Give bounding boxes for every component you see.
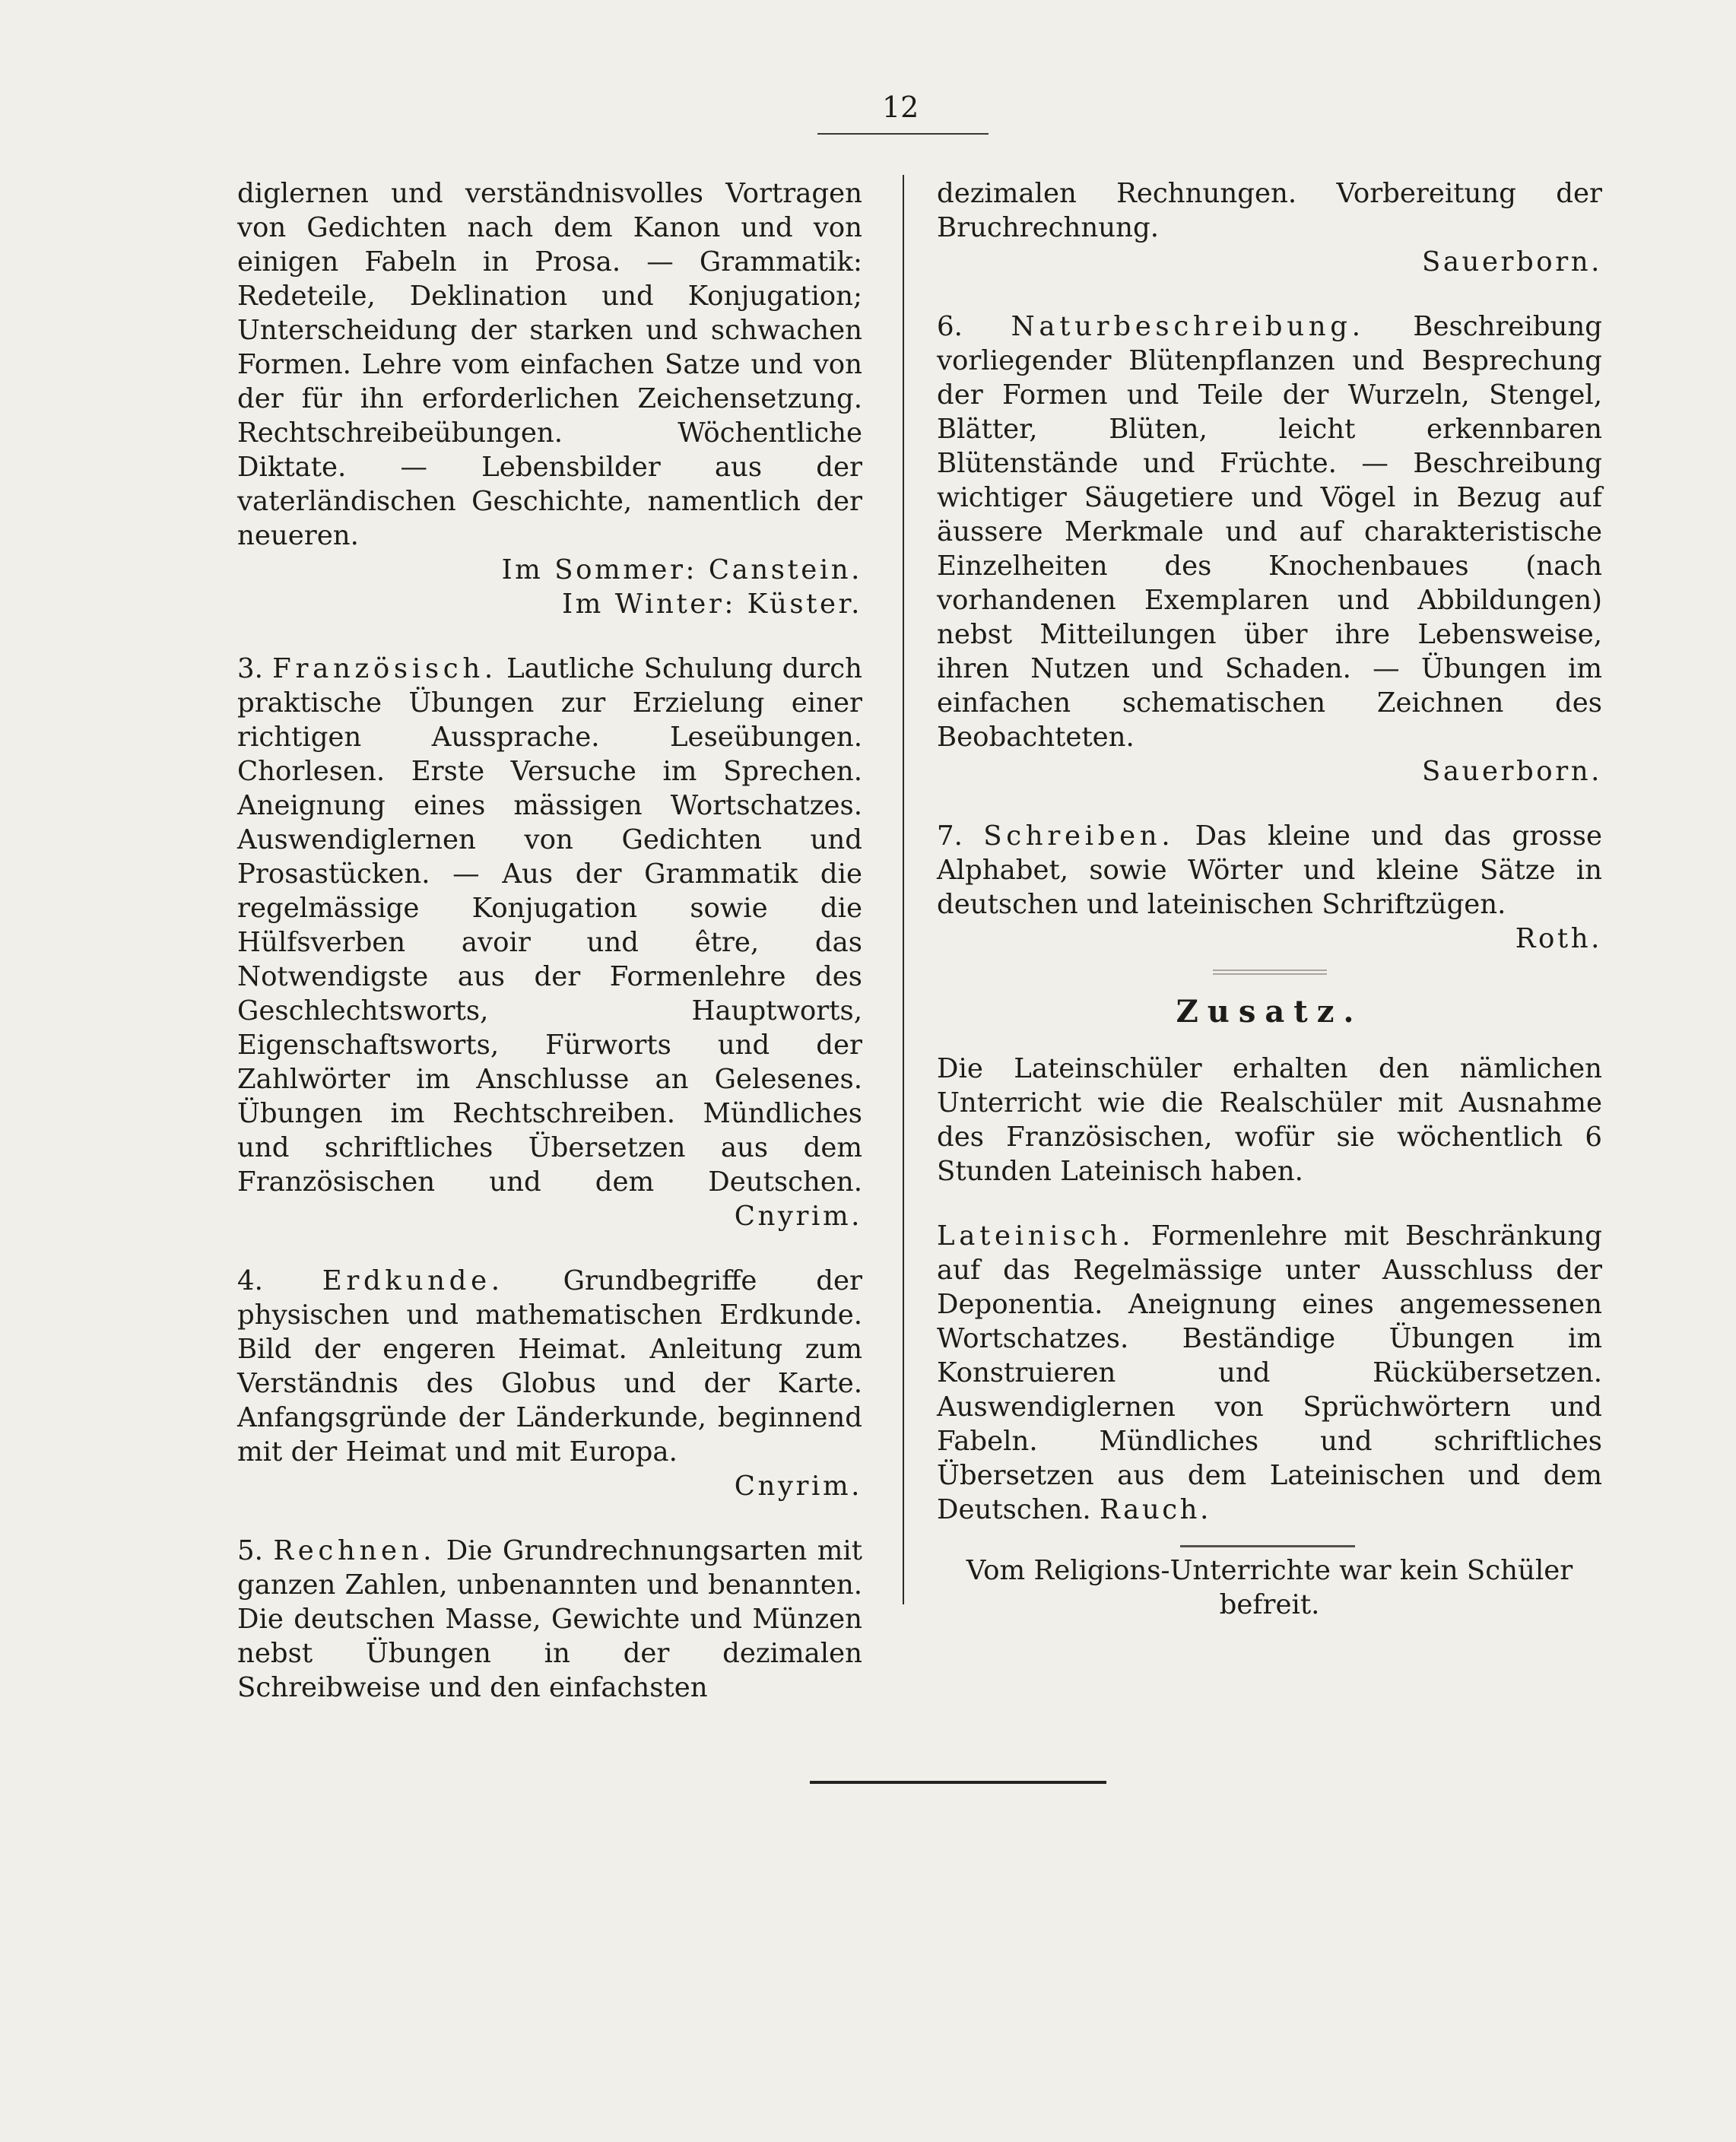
zusatz-heading: Zusatz. — [1176, 994, 1363, 1030]
left-column — [237, 176, 862, 1705]
zusatz-intro: Die Lateinschüler erhalten den nämlichen Unterricht wie die Realschüler mit Ausnahme des Französischen, wofür sie wöchentlich 6 Stunden Lateinisch haben. — [937, 1053, 1602, 1187]
section-title: Erdkunde. — [322, 1265, 504, 1296]
section-natural-history — [937, 309, 1602, 789]
final-note: Vom Religions-Unterrichte war kein Schüler befreit. — [966, 1555, 1573, 1620]
section-title: Rechnen. — [273, 1535, 436, 1566]
section-text: Beschreibung vorliegender Blütenpflanzen und Besprechung der Formen und Teile der Wurzeln, Stengel, Blätter, Blüten, leicht erkennbaren Blütenstände und Früchte. — Beschreibung wichtiger Säugetiere und Vögel in Bezug auf äussere Merkmale und auf charakteristische Einzelheiten des Knochenbaues (nach vorhandenen Exemplaren und Abbildungen) nebst Mitteilungen über ihre Lebensweise, ihren Nutzen und Schaden. — Übungen im einfachen schematischen Zeichnen des Beobachteten. — [937, 311, 1602, 753]
section-arithmetic-body — [237, 1534, 862, 1705]
right-column — [937, 176, 1602, 1622]
section-writing-body — [937, 819, 1602, 922]
faint-divider — [1213, 969, 1327, 975]
section-teacher: Sauerborn. — [1421, 756, 1602, 787]
teacher-winter: Im Winter: Küster. — [562, 589, 862, 620]
continuation-text: dezimalen Rechnungen. Vorbereitung der Bruchrechnung. — [937, 178, 1602, 243]
top-rule — [817, 133, 989, 135]
section-natural-history-body — [937, 309, 1602, 754]
arithmetic-continuation — [937, 176, 1602, 279]
section-writing — [937, 819, 1602, 956]
section-title: Lateinisch. — [937, 1220, 1135, 1252]
teacher-summer: Im Sommer: Canstein. — [501, 554, 862, 585]
section-number: 7. — [937, 820, 963, 852]
section-number: 6. — [937, 311, 963, 342]
section-geography-body — [237, 1264, 862, 1469]
continuation-teacher: Sauerborn. — [1421, 246, 1602, 278]
section-teacher: Cnyrim. — [734, 1471, 862, 1502]
section-text: Grundbegriffe der physischen und mathematischen Erdkunde. Bild der engeren Heimat. Anleitung zum Verständnis des Globus und der Karte. Anfangsgründe der Länderkunde, beginnend mit der Heimat und mit Europa. — [237, 1265, 862, 1468]
section-title: Schreiben. — [983, 820, 1175, 852]
section-latin-body — [937, 1219, 1602, 1527]
section-number: 4. — [237, 1265, 263, 1296]
section-title: Französisch. — [272, 653, 497, 684]
section-text: Lautliche Schulung durch praktische Übungen zur Erzielung einer richtigen Aussprache. Leseübungen. Chorlesen. Erste Versuche im Sprechen. Aneignung eines mässigen Wortschatzes. Auswendiglernen von Gedichten und Prosastücken. — Aus der Grammatik die regelmässige Konjugation sowie die Hülfsverben avoir und être, das Notwendigste aus der Formenlehre des Geschlechtsworts, Hauptworts, Eigenschaftsworts, Fürworts und der Zahlwörter im Anschlusse an Gelesenes. Übungen im Rechtschreiben. Mündliches und schriftliches Übersetzen aus dem Französischen und dem Deutschen. — [237, 653, 862, 1198]
german-continuation-text: diglernen und verständnisvolles Vortragen von Gedichten nach dem Kanon und von einigen Fabeln in Prosa. — Grammatik: Redeteile, Deklination und Konjugation; Unterscheidung der starken und schwachen Formen. Lehre vom einfachen Satze und von der für ihn erforderlichen Zeichensetzung. Rechtschreibeübungen. Wöchentliche Diktate. — Lebensbilder aus der vaterländischen Geschichte, namentlich der neueren. — [237, 178, 862, 551]
section-french — [237, 652, 862, 1233]
short-divider — [1180, 1545, 1355, 1547]
page-number: 12 — [882, 90, 919, 124]
section-number: 3. — [237, 653, 263, 684]
section-teacher: Rauch. — [1100, 1494, 1211, 1525]
section-text: Formenlehre mit Beschränkung auf das Regelmässige unter Ausschluss der Deponentia. Aneignung eines angemessenen Wortschatzes. Beständige Übungen im Konstruieren und Rückübersetzen. Auswendiglernen von Sprüchwörtern und Fabeln. Mündliches und schriftliches Übersetzen aus dem Lateinischen und dem Deutschen. — [937, 1220, 1602, 1525]
section-number: 5. — [237, 1535, 263, 1566]
column-divider — [903, 175, 904, 1604]
section-latin — [937, 1219, 1602, 1527]
section-text: Die Grundrechnungsarten mit ganzen Zahlen, unbenannten und benannten. Die deutschen Masse, Gewichte und Münzen nebst Übungen in der dezimalen Schreibweise und den einfachsten — [237, 1535, 862, 1703]
section-text: Das kleine und das grosse Alphabet, sowie Wörter und kleine Sätze in deutschen und lateinischen Schriftzügen. — [937, 820, 1602, 920]
section-teacher: Roth. — [1515, 923, 1602, 954]
arithmetic-continuation-text — [937, 176, 1602, 279]
section-geography — [237, 1264, 862, 1503]
german-continuation — [237, 176, 862, 621]
section-french-body — [237, 652, 862, 1233]
section-arithmetic — [237, 1534, 862, 1705]
bottom-rule — [810, 1781, 1106, 1784]
section-title: Naturbeschreibung. — [1011, 311, 1365, 342]
section-teacher: Cnyrim. — [734, 1201, 862, 1232]
